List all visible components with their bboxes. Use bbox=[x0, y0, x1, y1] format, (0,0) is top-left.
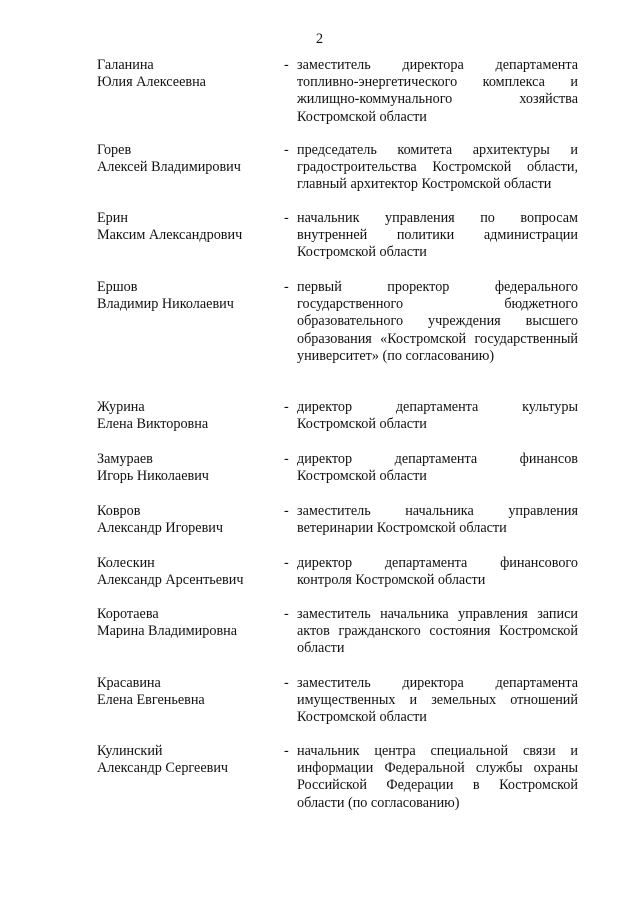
separator-dash: - bbox=[284, 399, 289, 415]
member-given-names: Юлия Алексеевна bbox=[97, 74, 206, 91]
member-given-names: Игорь Николаевич bbox=[97, 468, 209, 485]
member-surname: Журина bbox=[97, 399, 145, 415]
member-position: заместитель директора департамента топливно-энергетического комплекса и жилищно-коммунального хозяйства Костромской области bbox=[297, 57, 578, 125]
member-given-names: Елена Евгеньевна bbox=[97, 692, 205, 709]
separator-dash: - bbox=[284, 57, 289, 73]
separator-dash: - bbox=[284, 210, 289, 226]
member-position: председатель комитета архитектуры и градостроительства Костромской области, главный архитектор Костромской области bbox=[297, 142, 578, 193]
separator-dash: - bbox=[284, 743, 289, 759]
member-surname: Горев bbox=[97, 142, 132, 158]
member-surname: Красавина bbox=[97, 675, 161, 691]
separator-dash: - bbox=[284, 142, 289, 158]
separator-dash: - bbox=[284, 555, 289, 571]
member-position: заместитель начальника управления ветеринарии Костромской области bbox=[297, 503, 578, 537]
member-position: заместитель директора департамента имущественных и земельных отношений Костромской области bbox=[297, 675, 578, 726]
member-given-names: Максим Александрович bbox=[97, 227, 243, 244]
member-name bbox=[97, 743, 272, 777]
member-name bbox=[97, 279, 272, 313]
member-name bbox=[97, 451, 272, 485]
member-name bbox=[97, 606, 272, 640]
member-name bbox=[97, 210, 272, 244]
member-position: первый проректор федерального государственного бюджетного образовательного учреждения высшего образования «Костромской государственный университет» (по согласованию) bbox=[297, 279, 578, 364]
separator-dash: - bbox=[284, 606, 289, 622]
separator-dash: - bbox=[284, 279, 289, 295]
member-given-names: Алексей Владимирович bbox=[97, 159, 241, 176]
member-given-names: Елена Викторовна bbox=[97, 416, 209, 433]
member-position: заместитель начальника управления записи актов гражданского состояния Костромской области bbox=[297, 606, 578, 657]
member-position: директор департамента культуры Костромской области bbox=[297, 399, 578, 433]
member-name bbox=[97, 57, 272, 91]
member-surname: Кулинский bbox=[97, 743, 163, 759]
member-surname: Замураев bbox=[97, 451, 153, 467]
member-name bbox=[97, 555, 272, 589]
member-given-names: Александр Игоревич bbox=[97, 520, 224, 537]
member-position: начальник центра специальной связи и информации Федеральной службы охраны Российской Федерации в Костромской области (по согласованию) bbox=[297, 743, 578, 811]
separator-dash: - bbox=[284, 675, 289, 691]
member-position: директор департамента финансов Костромской области bbox=[297, 451, 578, 485]
separator-dash: - bbox=[284, 503, 289, 519]
member-name bbox=[97, 142, 272, 176]
member-surname: Ерин bbox=[97, 210, 128, 226]
member-surname: Ковров bbox=[97, 503, 141, 519]
member-surname: Колескин bbox=[97, 555, 155, 571]
member-given-names: Александр Сергеевич bbox=[97, 760, 229, 777]
member-surname: Коротаева bbox=[97, 606, 159, 622]
member-name bbox=[97, 675, 272, 709]
member-position: начальник управления по вопросам внутренней политики администрации Костромской области bbox=[297, 210, 578, 261]
page-number: 2 bbox=[315, 31, 324, 47]
member-name bbox=[97, 399, 272, 433]
separator-dash: - bbox=[284, 451, 289, 467]
member-given-names: Марина Владимировна bbox=[97, 623, 238, 640]
member-surname: Галанина bbox=[97, 57, 154, 73]
member-given-names: Александр Арсентьевич bbox=[97, 572, 244, 589]
member-given-names: Владимир Николаевич bbox=[97, 296, 234, 313]
member-surname: Ершов bbox=[97, 279, 138, 295]
member-name bbox=[97, 503, 272, 537]
member-position: директор департамента финансового контроля Костромской области bbox=[297, 555, 578, 589]
